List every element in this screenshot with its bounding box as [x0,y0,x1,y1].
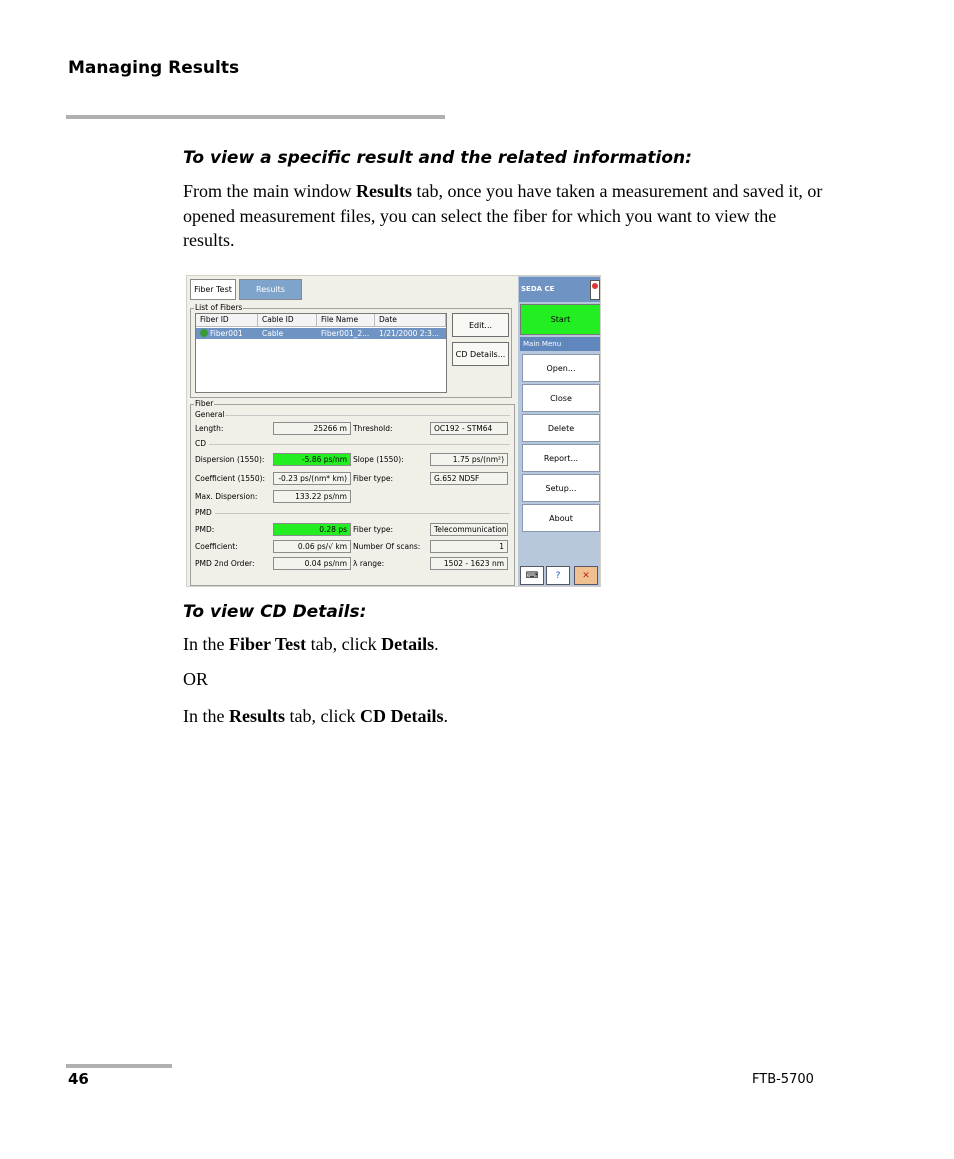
cd-divider [209,444,510,445]
cd-instruction-1 [183,632,823,657]
wavelength-range-value: 1502 - 1623 nm [430,557,508,570]
table-row[interactable] [196,328,446,339]
fiber-list-header [196,314,446,327]
pmd-coefficient-value: 0.06 ps/√ km [273,540,351,553]
pmd-second-order-value: 0.04 ps/nm [273,557,351,570]
instr2-bold-results: Results [228,706,285,726]
instr1-text-b: tab, click [306,634,382,654]
instr2-text-a: In the [183,706,229,726]
cd-instruction-2 [183,704,823,729]
cell-fiber-id [196,328,258,339]
cd-fiber-type-label: Fiber type: [353,474,393,483]
cell-fiber-id-text: Fiber001 [210,329,243,338]
header-rule [66,115,445,119]
report-button[interactable]: Report... [522,444,600,472]
cd-details-button[interactable]: CD Details... [452,342,509,366]
general-section-label: General [195,410,225,419]
slope-label: Slope (1550): [353,455,404,464]
setup-button[interactable]: Setup... [522,474,600,502]
pmd-fiber-type-label: Fiber type: [353,525,393,534]
tab-results[interactable]: Results [239,279,302,300]
cell-cable-id: Cable [262,329,284,338]
app-title [519,277,601,302]
instr1-bold-details: Details [381,634,435,654]
general-divider [225,415,510,416]
pmd-value: 0.28 ps [273,523,351,536]
page-header-title: Managing Results [68,58,240,78]
cell-date: 1/21/2000 2:3... [379,329,440,338]
cd-fiber-type-value: G.652 NDSF [430,472,508,485]
number-of-scans-label: Number Of scans: [353,542,421,551]
help-icon[interactable]: ? [546,566,570,585]
intro-text-start: From the main window [183,181,356,201]
or-text: OR [183,669,209,689]
list-of-fibers-label: List of Fibers [195,303,243,312]
fiber-list[interactable] [195,313,447,393]
threshold-value: OC192 - STM64 [430,422,508,435]
length-label: Length: [195,424,224,433]
threshold-label: Threshold: [353,424,393,433]
max-dispersion-value: 133.22 ps/nm [273,490,351,503]
intro-paragraph [183,179,823,253]
dispersion-value: -5.86 ps/nm [273,453,351,466]
app-title-text: SEDA CE [521,285,555,293]
slope-value: 1.75 ps/(nm²) [430,453,508,466]
pmd-fiber-type-value: Telecommunication [430,523,508,536]
dispersion-label: Dispersion (1550): [195,455,265,464]
column-date[interactable]: Date [375,314,446,326]
max-dispersion-label: Max. Dispersion: [195,492,258,501]
edit-button[interactable]: Edit... [452,313,509,337]
instr2-bold-cd-details: CD Details [359,706,444,726]
fiber-group-label: Fiber [195,399,214,408]
number-of-scans-value: 1 [430,540,508,553]
page-number: 46 [68,1070,89,1088]
intro-bold-results: Results [356,181,413,201]
start-button[interactable]: Start [520,304,601,335]
cd-coefficient-label: Coefficient (1550): [195,474,266,483]
instr1-bold-fiber-test: Fiber Test [228,634,307,654]
instr2-text-c: . [443,706,448,726]
pmd-coefficient-label: Coefficient: [195,542,238,551]
wavelength-range-label: λ range: [353,559,385,568]
footer-rule [66,1064,172,1068]
cd-section-label: CD [195,439,207,448]
instr1-text-c: . [434,634,439,654]
tab-fiber-test[interactable]: Fiber Test [190,279,236,300]
open-button[interactable]: Open... [522,354,600,382]
intro-text-end: tab, once you have taken a measurement and saved it, or opened measurement files, you can select the fiber for which you want to view the results. [183,181,823,250]
keyboard-icon[interactable]: ⌨ [520,566,544,585]
main-menu-label: Main Menu [520,337,601,351]
instr1-text-a: In the [183,634,229,654]
status-light-icon [590,280,600,300]
column-file-name[interactable]: File Name [317,314,375,326]
cd-coefficient-value: -0.23 ps/(nm* km) [273,472,351,485]
pmd-second-order-label: PMD 2nd Order: [195,559,255,568]
pmd-divider [215,513,510,514]
column-cable-id[interactable]: Cable ID [258,314,317,326]
pmd-label: PMD: [195,525,215,534]
delete-button[interactable]: Delete [522,414,600,442]
length-value: 25266 m [273,422,351,435]
procedure-heading-view-result: To view a specific result and the related information: [183,148,692,168]
pmd-section-label: PMD [195,508,212,517]
procedure-heading-cd-details: To view CD Details: [183,602,367,622]
about-button[interactable]: About [522,504,600,532]
cell-file-name: Fiber001_2... [321,329,370,338]
instr2-text-b: tab, click [285,706,360,726]
footer-product-name: FTB-5700 [752,1072,814,1087]
column-fiber-id[interactable]: Fiber ID [196,314,258,326]
results-window-screenshot [186,275,601,587]
sidebar [518,276,601,587]
check-icon [200,329,208,337]
close-button[interactable]: Close [522,384,600,412]
exit-icon[interactable]: ✕ [574,566,598,585]
